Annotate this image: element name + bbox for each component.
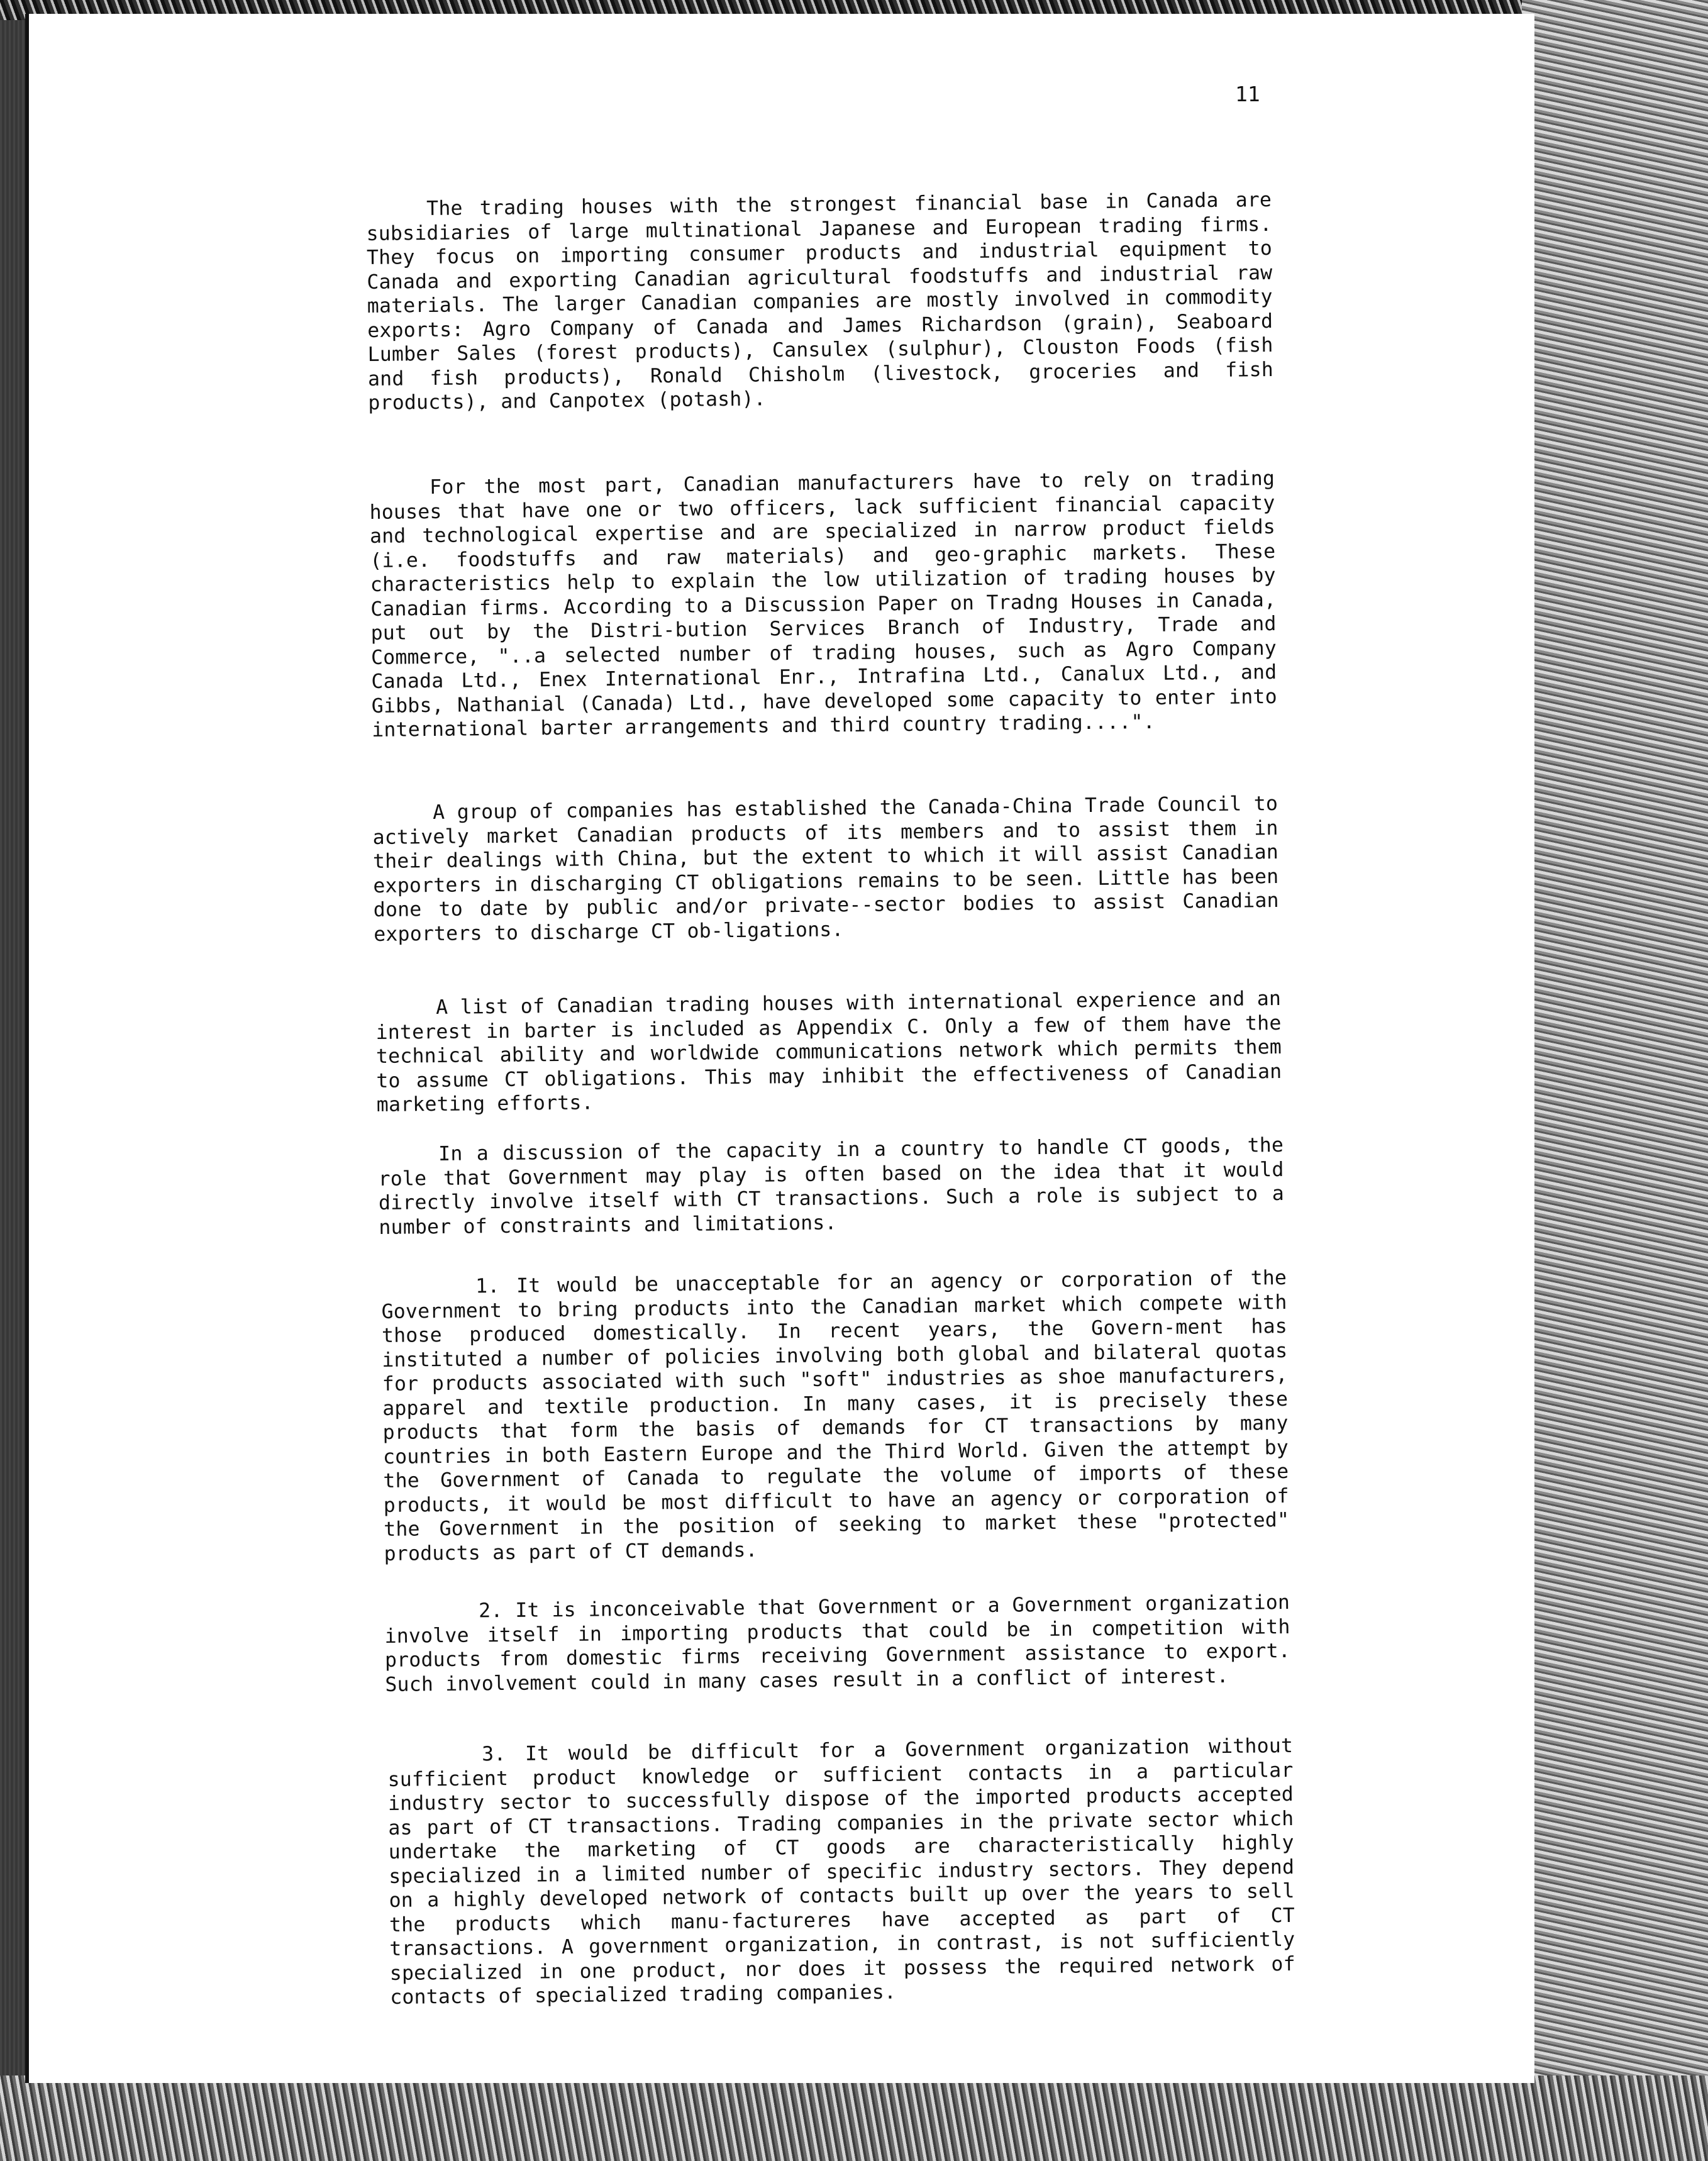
paragraph-appendix-c: A list of Canadian trading houses with international experience and an interest in barter is included as Appendix C. Only a few of them have the technical ability and worldwide communications network which permits them to assume CT obligations. This may inhibit the effectiveness of Canadian marketing efforts. xyxy=(375,987,1282,1116)
paragraph-canada-china-trade-council: A group of companies has established the Canada-China Trade Council to actively market Canadian products of its members and to assist them in their dealings with China, but the extent to which it will assist Canadian exporters in discharging CT obligations remains to be seen. Little has been done to date by public and/or private--sector bodies to assist Canadian exporters to discharge CT ob-ligations. xyxy=(372,792,1279,946)
paragraph-trading-houses-financial-base: The trading houses with the strongest financial base in Canada are subsidiaries of large multinational Japanese and European trading firms. They focus on importing consumer products and industrial equipment to Canada and exporting Canadian agricultural foodstuffs and industrial raw materials. The larger Canadian companies are mostly involved in commodity exports: Agro Company of Canada and James Richardson (grain), Seaboard Lumber Sales (forest products), Cansulex (sulphur), Clouston Foods (fish and fish products), Ronald Chisholm (livestock, groceries and fish products), and Canpotex (potash). xyxy=(366,188,1274,414)
numbered-point-1: 1. It would be unacceptable for an agency or corporation of the Government to bring products into the Canadian market which compete with those produced domestically. In recent years, the Govern-ment has instituted a number of policies involving both global and bilateral quotas for products associated with such "soft" industries as shoe manufacturers, apparel and textile production. In many cases, it is precisely these products that form the basis of demands for CT transactions by many countries in both Eastern Europe and the Third World. Given the attempt by the Government of Canada to regulate the volume of imports of these products, it would be most difficult to have an agency or corporation of the Government in the position of seeking to market these "protected" products as part of CT demands. xyxy=(381,1266,1290,1565)
paragraph-government-role: In a discussion of the capacity in a country to handle CT goods, the role that Government may play is often based on the idea that it would directly involve itself with CT transactions. Such a role is subject to a number of constraints and limitations. xyxy=(378,1133,1285,1239)
numbered-point-3: 3. It would be difficult for a Government organization without sufficient product knowledge or sufficient contacts in a particular industry sector to successfully dispose of the imported products accepted as part of CT transactions. Trading companies in the private sector which undertake the marketing of CT goods are characteristically highly specialized in a limited number of specific industry sectors. They depend on a highly developed network of contacts built up over the years to sell the products which manu-factureres have accepted as part of CT transactions. A government organization, in contrast, is not sufficiently specialized in one product, nor does it possess the required network of contacts of specialized trading companies. xyxy=(387,1734,1295,2009)
page-number: 11 xyxy=(1235,82,1260,106)
scan-bottom-edge xyxy=(0,2075,1708,2161)
numbered-point-2: 2. It is inconceivable that Government or a Government organization involve itself in importing products that could be in competition with products from domestic firms receiving Government assistance to export. Such involvement could in many cases result in a conflict of interest. xyxy=(384,1591,1291,1696)
document-page xyxy=(25,14,1534,2083)
paragraph-canadian-manufacturers: For the most part, Canadian manufacturers have to rely on trading houses that have one or two officers, lack sufficient financial capacity and technological expertise and are specialized in narrow product fields (i.e. foodstuffs and raw materials) and geo-graphic markets. These characteristics help to explain the low utilization of trading houses by Canadian firms. According to a Discussion Paper on Tradng Houses in Canada, put out by the Distri-bution Services Branch of Industry, Trade and Commerce, "..a selected number of trading houses, such as Agro Company Canada Ltd., Enex International Enr., Intrafina Ltd., Canalux Ltd., and Gibbs, Nathanial (Canada) Ltd., have developed some capacity to enter into international barter arrangements and third country trading....". xyxy=(369,467,1277,742)
scan-right-edge xyxy=(1522,0,1708,2161)
